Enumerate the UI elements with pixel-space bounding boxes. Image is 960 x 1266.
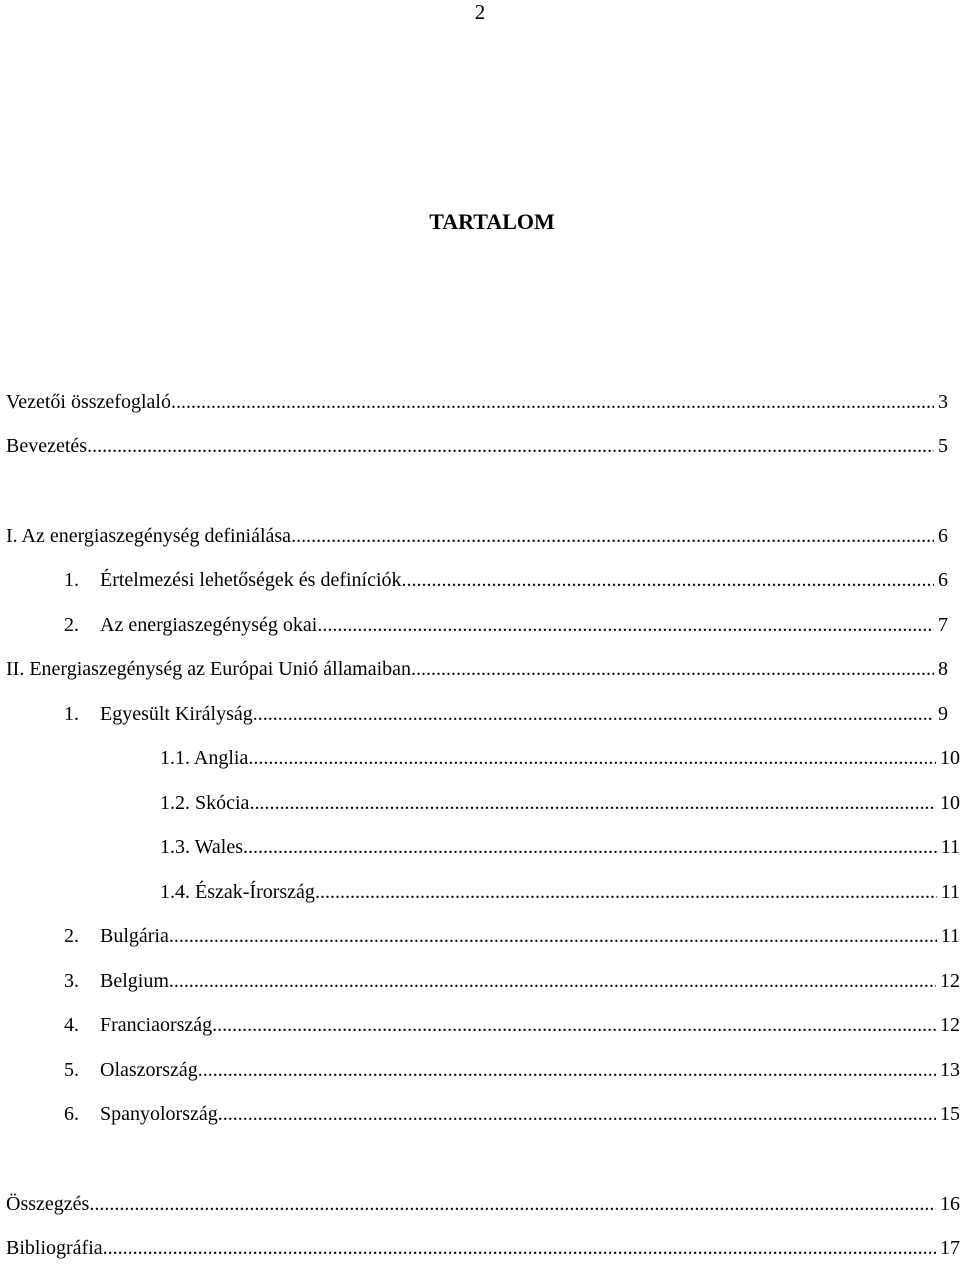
toc-entry-number: 5. (64, 1059, 79, 1081)
toc-leader-dots (249, 789, 936, 817)
toc-entry-section-2-1-1[interactable] (160, 744, 960, 772)
toc-entry-page: 6 (938, 525, 948, 547)
toc-leader-dots (243, 833, 937, 861)
toc-entry-page: 10 (940, 792, 960, 814)
toc-entry-number: 4. (64, 1014, 79, 1036)
toc-leader-dots (89, 1190, 936, 1218)
toc-entry-page: 15 (940, 1103, 960, 1125)
toc-leader-dots (169, 922, 937, 950)
toc-entry-summary[interactable] (6, 1190, 960, 1218)
page-number: 2 (474, 0, 486, 24)
toc-entry-page: 5 (938, 435, 948, 457)
toc-entry-section-2-6[interactable] (64, 1100, 960, 1128)
toc-leader-dots (87, 432, 934, 460)
toc-entry-label: Franciaország (100, 1014, 213, 1036)
toc-entry-chapter-2[interactable] (6, 655, 948, 683)
toc-entry-section-2-1[interactable] (64, 700, 948, 728)
toc-entry-page: 11 (940, 836, 960, 858)
toc-entry-section-2-4[interactable] (64, 1011, 960, 1039)
toc-entry-number: 3. (64, 970, 79, 992)
toc-entry-section-2-1-3[interactable] (160, 833, 960, 861)
toc-entry-section-2-5[interactable] (64, 1056, 960, 1084)
toc-entry-page: 13 (940, 1059, 960, 1081)
toc-title: TARTALOM (429, 209, 555, 234)
toc-entry-page: 6 (938, 569, 948, 591)
toc-entry-section-2-1-2[interactable] (160, 789, 960, 817)
toc-leader-dots (253, 700, 934, 728)
toc-entry-section-2-1-4[interactable] (160, 878, 960, 906)
toc-leader-dots (291, 522, 934, 550)
toc-entry-chapter-1[interactable] (6, 522, 948, 550)
toc-entry-number: 6. (64, 1103, 79, 1125)
toc-entry-section-2-3[interactable] (64, 967, 960, 995)
toc-entry-page: 17 (940, 1237, 960, 1259)
toc-entry-executive-summary[interactable] (6, 388, 948, 416)
toc-leader-dots (212, 1011, 936, 1039)
toc-leader-dots (198, 1056, 936, 1084)
toc-leader-dots (315, 878, 937, 906)
toc-entry-section-2-2[interactable] (64, 922, 960, 950)
toc-leader-dots (103, 1234, 936, 1262)
toc-leader-dots (218, 1100, 936, 1128)
toc-entry-page: 7 (938, 614, 948, 636)
toc-entry-page: 8 (938, 658, 948, 680)
toc-entry-label: 1.1. Anglia (160, 747, 249, 769)
toc-entry-label: Vezetői összefoglaló (6, 391, 171, 413)
toc-leader-dots (317, 611, 934, 639)
toc-leader-dots (411, 655, 934, 683)
toc-entry-label: Értelmezési lehetőségek és definíciók (100, 569, 402, 591)
toc-entry-number: 1. (64, 703, 79, 725)
toc-entry-label: Az energiaszegénység okai (100, 614, 318, 636)
toc-entry-label: Spanyolország (100, 1103, 218, 1125)
toc-entry-label: Egyesült Királyság (100, 703, 253, 725)
toc-entry-number: 2. (64, 925, 79, 947)
toc-entry-introduction[interactable] (6, 432, 948, 460)
toc-leader-dots (248, 744, 936, 772)
toc-entry-page: 11 (940, 881, 960, 903)
toc-entry-section-1-2[interactable] (64, 611, 948, 639)
toc-entry-page: 12 (940, 1014, 960, 1036)
toc-leader-dots (171, 388, 934, 416)
toc-entry-label: 1.3. Wales (160, 836, 244, 858)
toc-entry-number: 1. (64, 569, 79, 591)
toc-entry-section-1-1[interactable] (64, 566, 948, 594)
toc-entry-label: 1.4. Észak-Írország (160, 881, 315, 903)
toc-entry-label: Bulgária (100, 925, 169, 947)
toc-entry-label: Bevezetés (6, 435, 88, 457)
toc-entry-label: Bibliográfia (6, 1237, 103, 1259)
toc-entry-page: 12 (940, 970, 960, 992)
toc-entry-label: II. Energiaszegénység az Európai Unió államaiban (6, 658, 412, 680)
toc-entry-number: 2. (64, 614, 79, 636)
toc-entry-page: 3 (938, 391, 948, 413)
toc-entry-label: 1.2. Skócia (160, 792, 250, 814)
toc-entry-label: Olaszország (100, 1059, 198, 1081)
toc-entry-page: 10 (940, 747, 960, 769)
toc-entry-bibliography[interactable] (6, 1234, 960, 1262)
toc-entry-page: 9 (938, 703, 948, 725)
toc-leader-dots (169, 967, 936, 995)
toc-entry-page: 16 (940, 1193, 960, 1215)
toc-entry-label: Belgium (100, 970, 169, 992)
toc-entry-label: I. Az energiaszegénység definiálása (6, 525, 292, 547)
toc-leader-dots (402, 566, 934, 594)
toc-entry-label: Összegzés (6, 1193, 90, 1215)
toc-entry-page: 11 (940, 925, 960, 947)
